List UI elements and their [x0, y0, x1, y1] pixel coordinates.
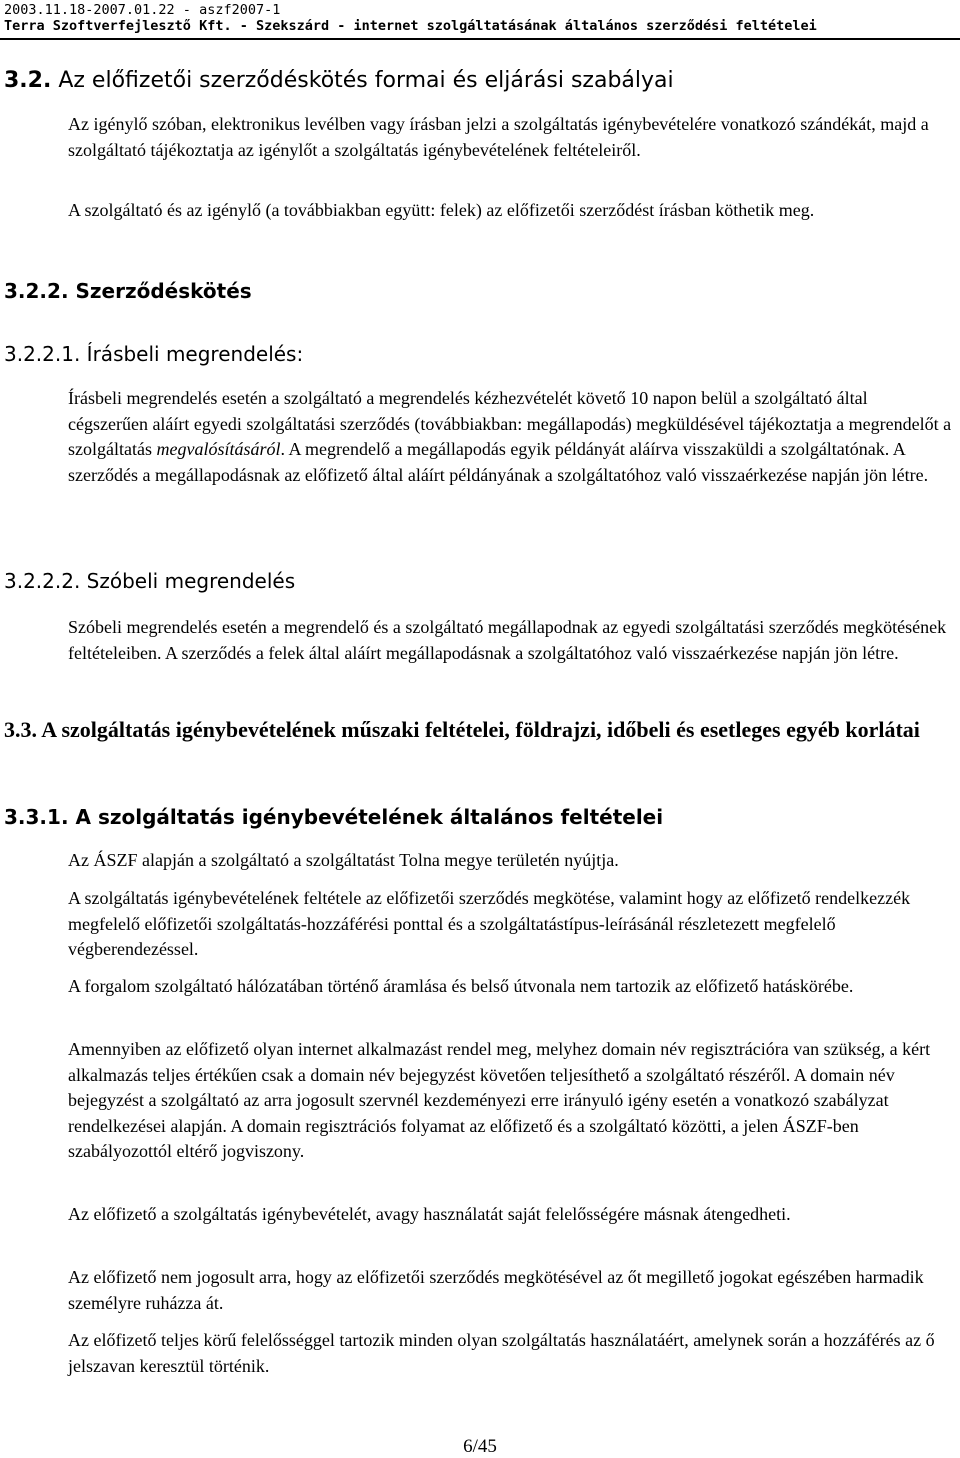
section-3-3-1-paragraph-3: A forgalom szolgáltató hálózatában történő áramlása és belső útvonala nem tartozik az előfizető hatáskörébe. — [68, 976, 854, 996]
section-3-2-2-1-heading: 3.2.2.1. Írásbeli megrendelés: — [4, 342, 304, 366]
section-3-3-1-paragraph-6: Az előfizető nem jogosult arra, hogy az előfizetői szerződés megkötésével az őt megillető jogokat egészében harmadik személyre ruházza át. — [68, 1267, 924, 1313]
section-3-2-2-2-heading: 3.2.2.2. Szóbeli megrendelés — [4, 569, 296, 593]
section-3-2-heading — [4, 68, 956, 94]
section-3-3-1-paragraph-7: Az előfizető teljes körű felelősséggel tartozik minden olyan szolgáltatás használatáért, amelynek során a hozzáférés az ő jelszavan keresztül történik. — [68, 1330, 935, 1376]
section-3-3-1-heading: 3.3.1. A szolgáltatás igénybevételének általános feltételei — [4, 805, 664, 829]
section-3-2-2-2-paragraph: Szóbeli megrendelés esetén a megrendelő és a szolgáltató megállapodnak az egyedi szolgáltatási szerződés megkötésének feltételeiben. A szerződés a felek által aláírt megállapodásnak a szolgáltatóhoz való visszaérkezése napján jön létre. — [68, 617, 947, 663]
page-number: 6/45 — [463, 1436, 497, 1457]
section-3-2-paragraph-1: Az igénylő szóban, elektronikus levélben vagy írásban jelzi a szolgáltatás igénybevételére vonatkozó szándékát, majd a szolgáltató tájékoztatja az igénylőt a szolgáltatás igénybevételének feltételeiről. — [68, 114, 929, 160]
section-3-3-heading: 3.3. A szolgáltatás igénybevételének műszaki feltételei, földrajzi, időbeli és esetleges egyéb korlátai — [4, 717, 920, 742]
header-date-line: 2003.11.18-2007.01.22 - aszf2007-1 — [4, 2, 281, 18]
section-3-3-1-paragraph-2: A szolgáltatás igénybevételének feltétele az előfizetői szerződés megkötése, valamint hogy az előfizető rendelkezzék megfelelő előfizetői szolgáltatás-hozzáférési ponttal és a szolgáltatástípus-leírásánál részletezett megfelelő végberendezéssel. — [68, 888, 911, 959]
header-title-line: Terra Szoftverfejlesztő Kft. - Szekszárd - internet szolgáltatásának általános szerződési feltételei — [4, 18, 817, 34]
document-header — [4, 2, 956, 34]
paragraph-text-part-1: Írásbeli megrendelés esetén a szolgáltató a megrendelés kézhezvételét követő 10 napon belül a szolgáltató által cégszerűen aláírt egyedi szolgáltatási szerződés (továbbiakban: megállapodás) megküldésével tájékoztatja a megrendelőt a szolgáltatás — [68, 388, 952, 459]
section-3-3-1-paragraph-5: Az előfizető a szolgáltatás igénybevételét, avagy használatát saját felelősségére másnak átengedheti. — [68, 1204, 791, 1224]
section-3-3-1-paragraph-1: Az ÁSZF alapján a szolgáltató a szolgáltatást Tolna megye területén nyújtja. — [68, 850, 619, 870]
paragraph-italic-text: megvalósításáról — [156, 439, 281, 459]
section-3-2-paragraph-2: A szolgáltató és az igénylő (a továbbiakban együtt: felek) az előfizetői szerződést írásban köthetik meg. — [68, 200, 815, 220]
section-3-2-title: Az előfizetői szerződéskötés formai és eljárási szabályai — [58, 68, 674, 93]
section-3-2-2-heading: 3.2.2. Szerződéskötés — [4, 279, 252, 303]
section-3-2-2-1-paragraph — [68, 386, 952, 488]
section-3-3-1-paragraph-4: Amennyiben az előfizető olyan internet alkalmazást rendel meg, melyhez domain név regisztrációra van szükség, a kért alkalmazás teljes értékűen csak a domain név bejegyzést követően teljesíthető a szolgáltató részéről. A domain név bejegyzést a szolgáltató az arra jogosult szervnél kezdeményezi erre irányuló igény esetén a vonatkozó szabályzat rendelkezései alapján. A domain regisztrációs folyamat az előfizető és a szolgáltató közötti, a jelen ÁSZF-ben szabályozottól eltérő jogviszony. — [68, 1039, 931, 1161]
header-divider — [0, 38, 960, 40]
paragraph-text-part-2: . A megrendelő a megállapodás egyik példányát aláírva visszaküldi a szolgáltatónak. A szerződés a megállapodásnak az előfizető által aláírt példányának a szolgáltatóhoz való visszaérkezése napján jön létre. — [68, 439, 929, 485]
section-3-2-number: 3.2. — [4, 68, 52, 93]
